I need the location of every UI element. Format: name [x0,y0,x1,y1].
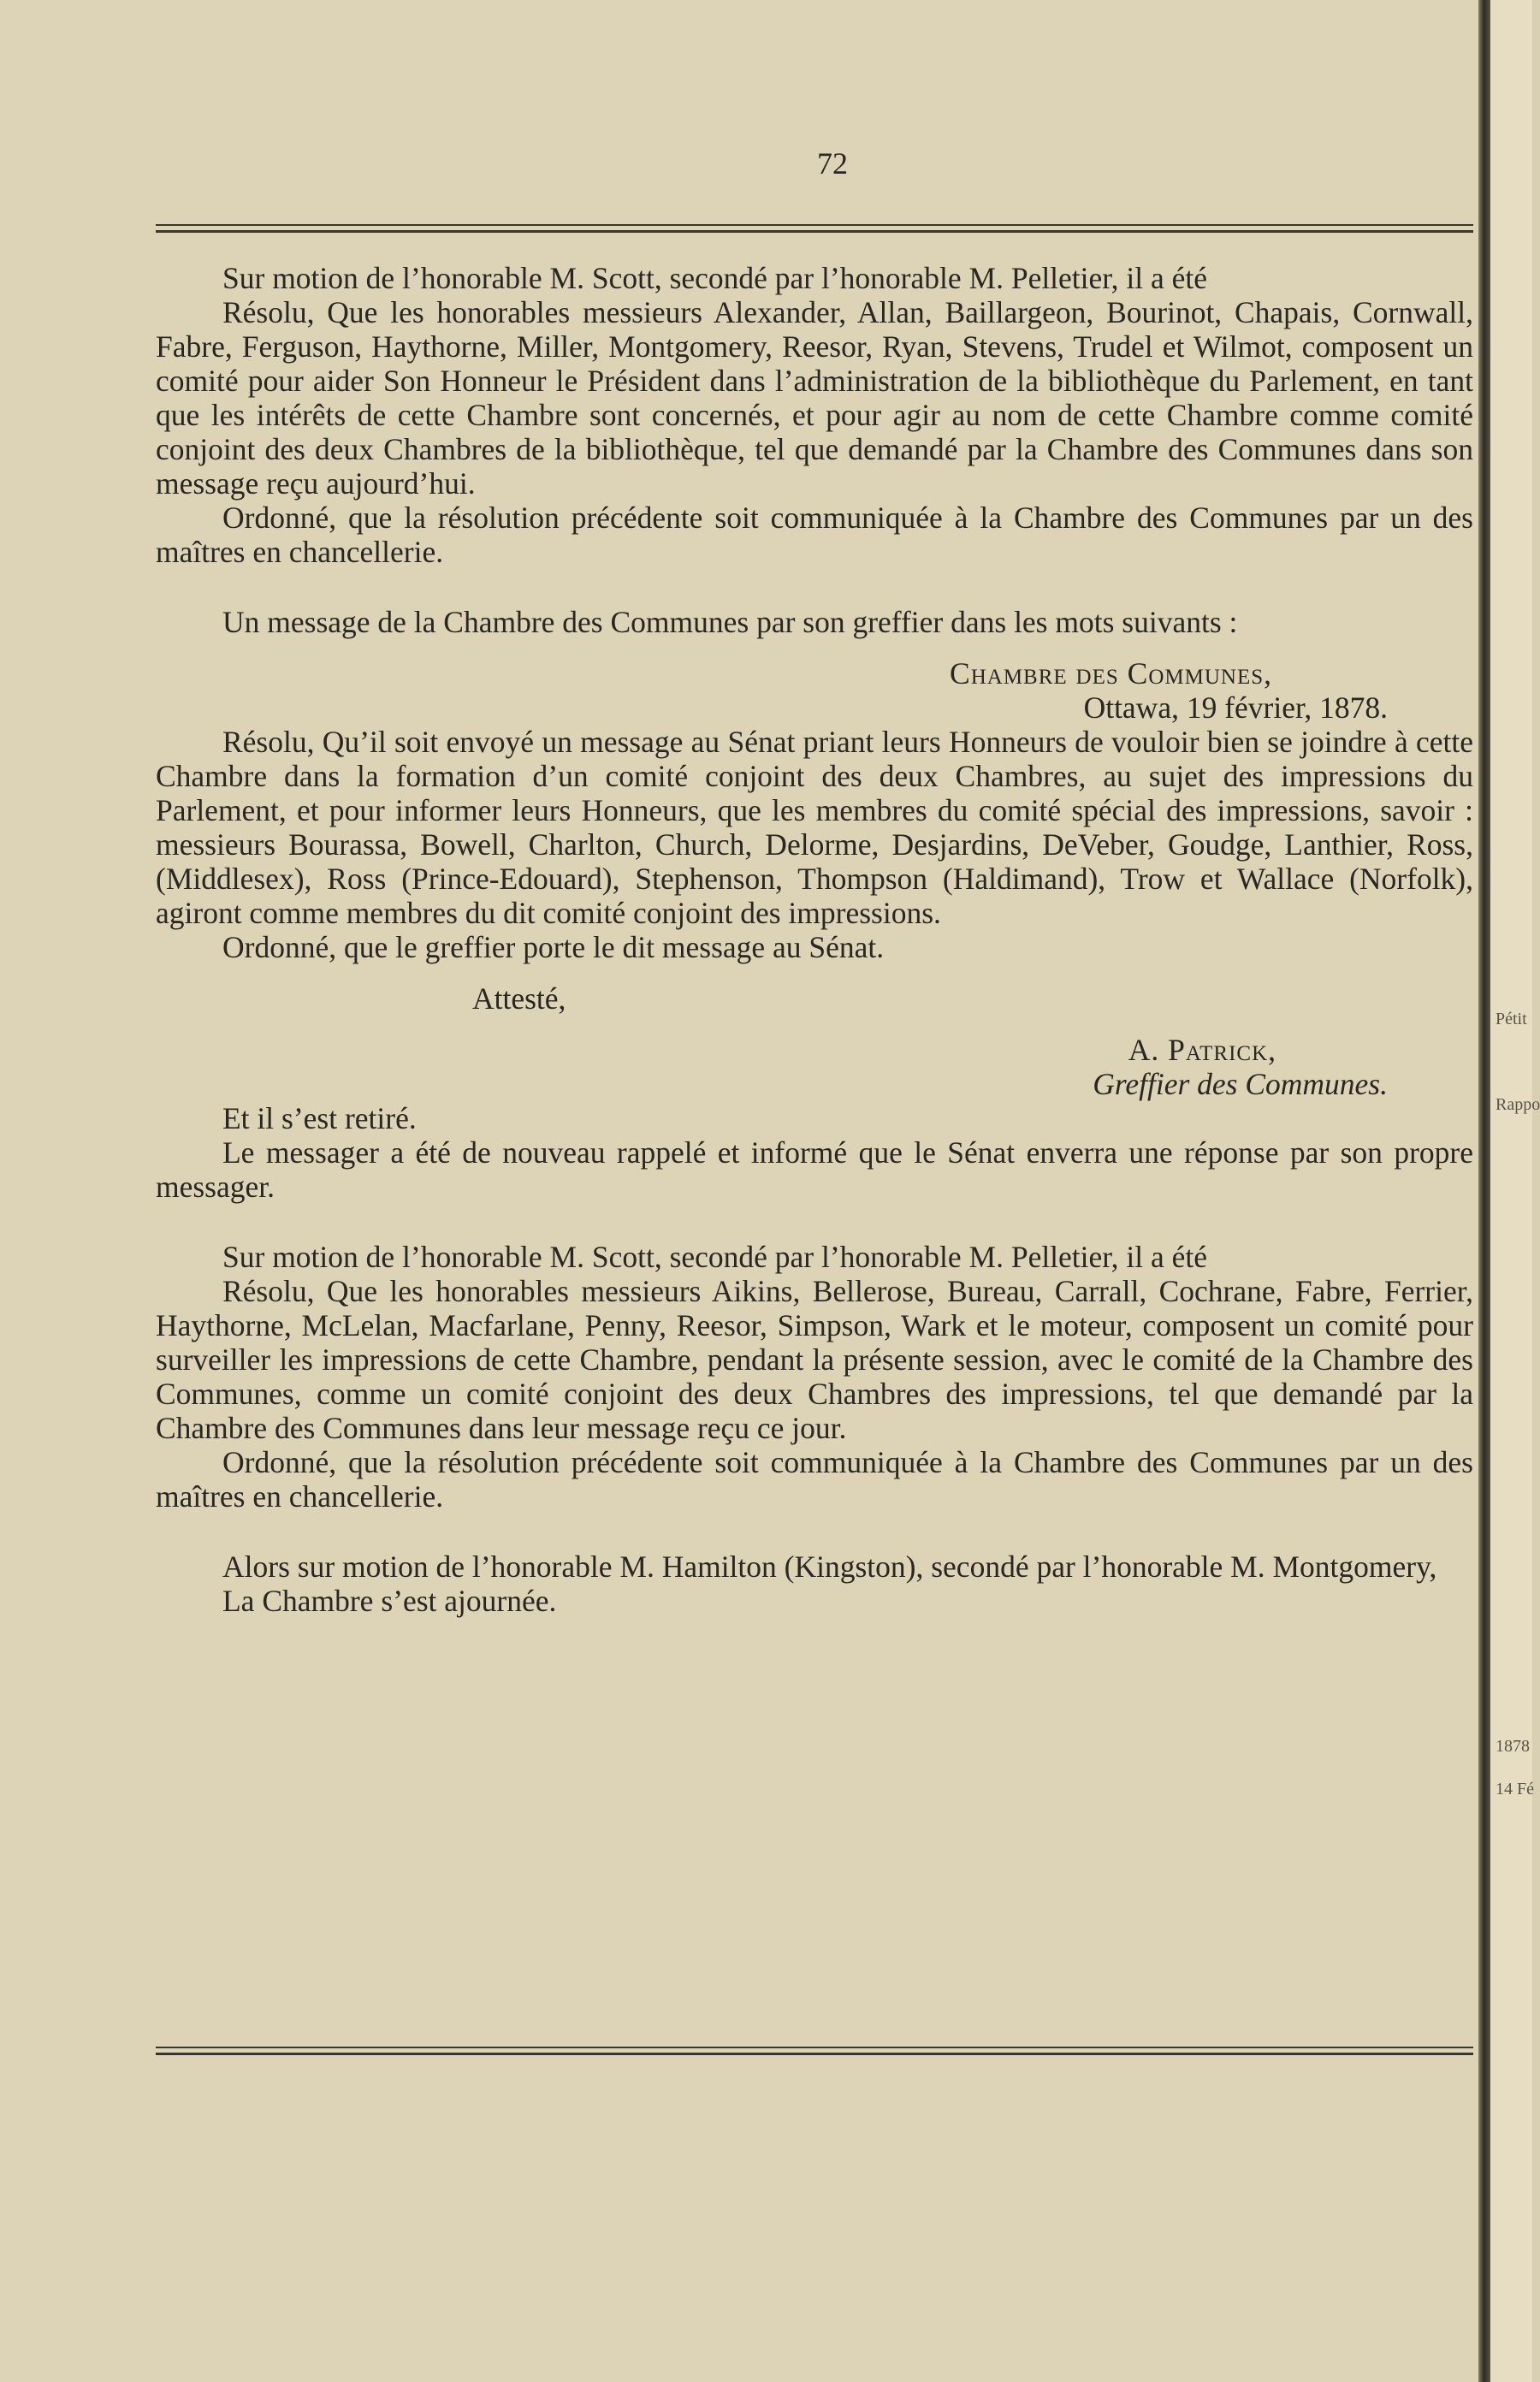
margin-fragment-4: 14 Fé [1496,1780,1534,1798]
messenger-note: Le messager a été de nouveau rappelé et informé que le Sénat enverra une réponse par son propre messager. [156,1135,1473,1204]
message-intro: Un message de la Chambre des Communes par son greffier dans les mots suivants : [222,605,1238,639]
book-spine-shadow [1478,0,1490,2382]
motion-paragraph-2: Sur motion de l’honorable M. Scott, secondé par l’honorable M. Pelletier, il a été [222,1240,1208,1274]
margin-fragment-1: Pétit [1496,1010,1527,1028]
message-heading: Chambre des Communes, [950,656,1272,690]
adjournment-note: La Chambre s’est ajournée. [222,1584,557,1618]
order-paragraph-1: Ordonné, que la résolution précédente soit communiquée à la Chambre des Communes par un des maîtres en chancellerie. [156,501,1473,569]
withdrawal-note: Et il s’est retiré. [222,1101,417,1135]
footer-rule [156,2047,1473,2059]
order-paragraph-3: Ordonné, que la résolution précédente soit communiquée à la Chambre des Communes par un des maîtres en chancellerie. [156,1445,1473,1514]
adjacent-page-edge [1490,0,1540,2382]
adjournment-motion: Alors sur motion de l’honorable M. Hamilton (Kingston), secondé par l’honorable M. Montgomery, [222,1549,1437,1584]
header-rule [156,224,1473,237]
resolution-printing-committee: Résolu, Que les honorables messieurs Aikins, Bellerose, Bureau, Carrall, Cochrane, Fabre, Ferrier, Haythorne, McLelan, Macfarlane, Penny, Reesor, Simpson, Wark et le moteur, composent un comité pour surveiller les impressions de cette Chambre, pendant la présente session, avec le comité de la Chambre des Communes, comme un comité conjoint des deux Chambres des impressions, tel que demandé par la Chambre des Communes dans leur message reçu ce jour. [156,1274,1473,1445]
document-body [156,261,1473,1618]
margin-fragment-2: Rappo [1496,1095,1540,1114]
margin-fragment-3: 1878 [1496,1737,1530,1756]
attestation: Attesté, [472,981,566,1016]
resolution-library-committee: Résolu, Que les honorables messieurs Alexander, Allan, Baillargeon, Bourinot, Chapais, Cornwall, Fabre, Ferguson, Haythorne, Miller, Montgomery, Reesor, Ryan, Stevens, Trudel et Wilmot, composent un comité pour aider Son Honneur le Président dans l’administration de la bibliothèque du Parlement, en tant que les intérêts de cette Chambre sont concernés, et pour agir au nom de cette Chambre comme comité conjoint des deux Chambres de la bibliothèque, tel que demandé par la Chambre des Communes dans son message reçu aujourd’hui. [156,295,1473,501]
signature-name: A. Patrick, [1128,1033,1276,1067]
commons-resolution: Résolu, Qu’il soit envoyé un message au Sénat priant leurs Honneurs de vouloir bien se joindre à cette Chambre dans la formation d’un comité conjoint des deux Chambres, au sujet des impressions du Parlement, et pour informer leurs Honneurs, que les membres du comité spécial des impressions, savoir : messieurs Bourassa, Bowell, Charlton, Church, Delorme, Desjardins, DeVeber, Goudge, Lanthier, Ross, (Middlesex), Ross (Prince-Edouard), Stephenson, Thompson (Haldimand), Trow et Wallace (Norfolk), agiront comme membres du dit comité conjoint des impressions. [156,725,1473,930]
page-number: 72 [817,146,848,181]
message-dateline: Ottawa, 19 février, 1878. [1083,690,1388,725]
order-paragraph-2: Ordonné, que le greffier porte le dit message au Sénat. [222,930,885,964]
signature-title: Greffier des Communes. [1093,1067,1388,1101]
motion-paragraph-1: Sur motion de l’honorable M. Scott, secondé par l’honorable M. Pelletier, il a été [222,261,1208,295]
